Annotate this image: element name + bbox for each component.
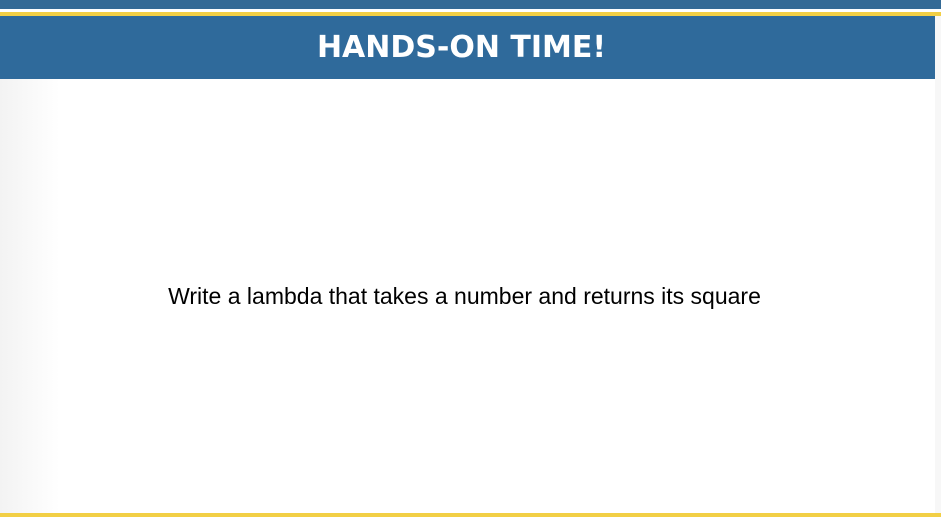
slide-content [0,79,935,513]
exercise-prompt: Write a lambda that takes a number and returns its square [168,282,761,309]
top-blue-strip [0,0,941,9]
slide-title: HANDS-ON TIME! [316,30,607,65]
right-edge [935,16,941,520]
slide-header [0,16,935,79]
